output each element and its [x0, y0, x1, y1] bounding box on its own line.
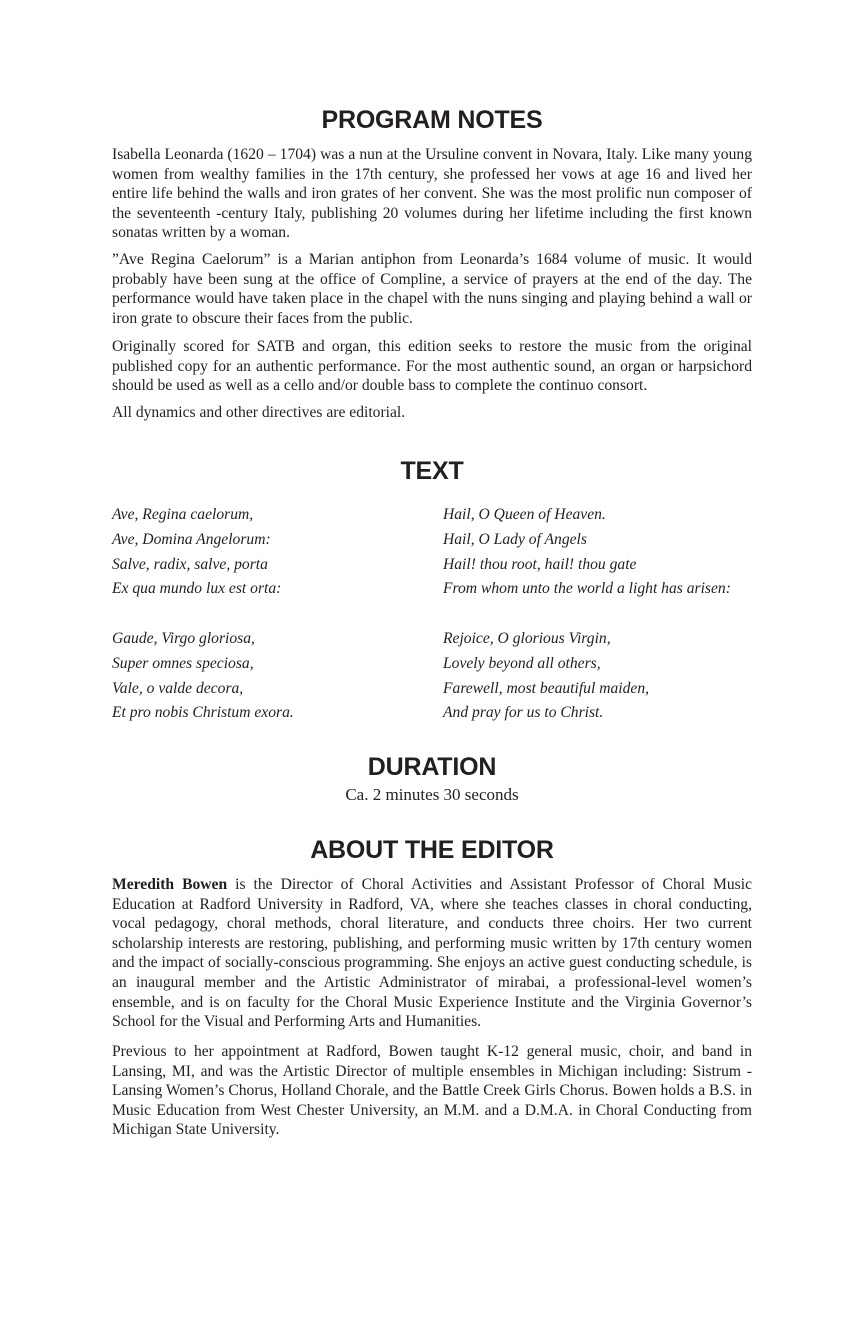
english-line: Hail, O Queen of Heaven. [443, 506, 606, 523]
english-line: Hail! thou root, hail! thou gate [443, 555, 637, 573]
about-editor-paragraph-1 [112, 875, 752, 1032]
latin-line: Salve, radix, salve, porta [112, 555, 268, 573]
latin-line: Ex qua mundo lux est orta: [112, 580, 282, 598]
english-line: Farewell, most beautiful maiden, [443, 679, 650, 697]
program-notes-paragraph-2: ”Ave Regina Caelorum” is a Marian antiphon from Leonarda’s 1684 volume of music. It would probably have been sung at the office of Compline, a service of prayers at the end of the day. The performance would have taken place in the chapel with the nuns singing and playing behind a wall or iron grate to obscure their faces from the public. [112, 251, 752, 327]
program-notes-paragraph-4: All dynamics and other directives are editorial. [112, 404, 406, 421]
latin-line: Super omnes speciosa, [112, 654, 254, 672]
editor-name: Meredith Bowen [112, 876, 228, 893]
about-editor-paragraph-2: Previous to her appointment at Radford, Bowen taught K-12 general music, choir, and band in Lansing, MI, and was the Artistic Director of multiple ensembles in Michigan including: Sistrum - Lansing Women’s Chorus, Holland Chorale, and the Battle Creek Girls Chorus. Bowen holds a B.S. in Music Education from West Chester University, an M.M. and a D.M.A. in Choral Conducting from Michigan State University. [112, 1043, 752, 1139]
latin-line: Ave, Regina caelorum, [112, 506, 254, 523]
english-line: From whom unto the world a light has arisen: [443, 580, 731, 598]
program-notes-paragraph-3: Originally scored for SATB and organ, this edition seeks to restore the music from the original published copy for an authentic performance. For the most authentic sound, an organ or harpsichord should be used as well as a cello and/or double bass to complete the continuo consort. [112, 338, 752, 395]
duration-heading: DURATION [367, 753, 497, 781]
text-heading: TEXT [400, 457, 464, 485]
english-stanza-1 [443, 503, 731, 602]
english-line: And pray for us to Christ. [443, 704, 604, 722]
latin-line: Gaude, Virgo gloriosa, [112, 630, 255, 647]
english-line: Lovely beyond all others, [443, 654, 601, 672]
latin-line: Ave, Domina Angelorum: [112, 530, 271, 548]
duration-value: Ca. 2 minutes 30 seconds [345, 785, 519, 804]
about-editor-heading: ABOUT THE EDITOR [310, 836, 554, 864]
latin-line: Vale, o valde decora, [112, 679, 244, 697]
english-stanza-2 [443, 627, 649, 726]
latin-stanza-2 [112, 627, 294, 726]
program-notes-heading: PROGRAM NOTES [321, 106, 543, 134]
latin-line: Et pro nobis Christum exora. [112, 704, 294, 722]
english-line: Hail, O Lady of Angels [443, 530, 587, 548]
program-notes-paragraph-1: Isabella Leonarda (1620 – 1704) was a nun at the Ursuline convent in Novara, Italy. Like many young women from wealthy families in the 17th century, she professed her vows at age 16 and lived her entire life behind the walls and iron grates of her convent. She was the most prolific nun composer of the seventeenth -century Italy, publishing 20 volumes during her lifetime including the first known sonatas written by a woman. [112, 146, 752, 242]
latin-stanza-1 [112, 503, 281, 602]
editor-bio: is the Director of Choral Activities and Assistant Professor of Choral Music Education at Radford University in Radford, VA, where she teaches classes in choral conducting, vocal pedagogy, choral methods, choral literature, and conducts three choirs. Her two current scholarship interests are restoring, publishing, and performing music written by 17th century women and the impact of socially-conscious programming. She enjoys an active guest conducting schedule, is an inaugural member and the Artistic Administrator of mirabai, a professional-level women’s ensemble, and is on faculty for the Choral Music Experience Institute and the Virginia Governor’s School for the Visual and Performing Arts and Humanities. [112, 876, 752, 1031]
english-line: Rejoice, O glorious Virgin, [443, 630, 611, 647]
